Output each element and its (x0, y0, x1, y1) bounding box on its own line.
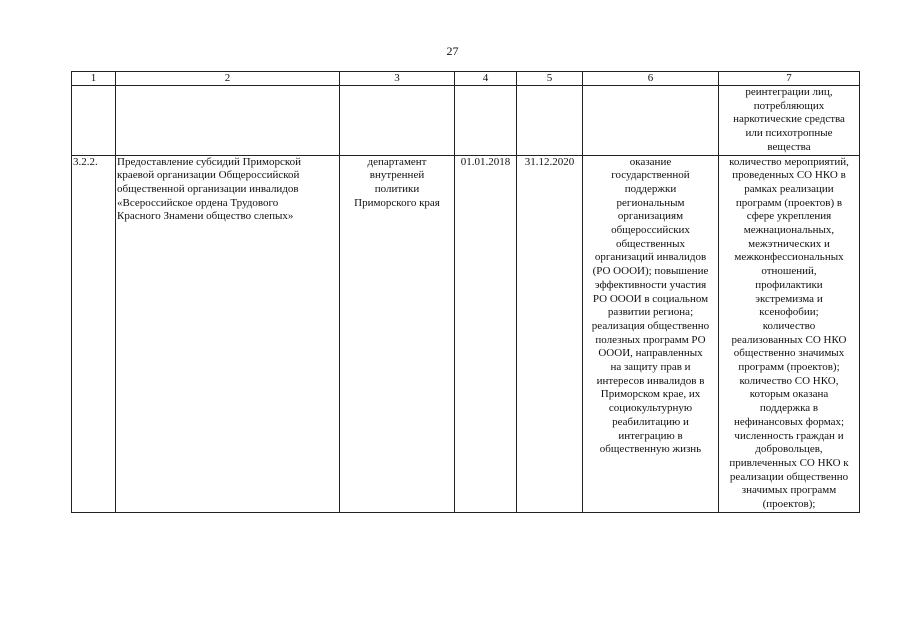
text-line: которым оказана (749, 388, 829, 401)
header-col-5: 5 (517, 72, 583, 86)
header-col-6: 6 (583, 72, 719, 86)
text-line: численность граждан и (734, 429, 844, 442)
text-line: политики (374, 182, 420, 195)
text-line: общественно значимых (733, 347, 845, 360)
text-line: привлеченных СО НКО к (729, 456, 849, 469)
header-col-3: 3 (340, 72, 455, 86)
text-line: общественной организации инвалидов (117, 182, 299, 195)
text-line: на защиту прав и (610, 361, 691, 374)
text-line: эффективности участия (594, 278, 707, 291)
text-line: потребляющих (753, 99, 825, 112)
text-line: РО ОООИ в социальном (592, 292, 709, 305)
text-line: реабилитацию и (612, 415, 689, 428)
continuation-row (72, 86, 860, 156)
text-line: наркотические средства (733, 113, 845, 126)
cont-indicators-cell (719, 86, 860, 156)
text-line: Красного Знамени общество слепых» (117, 210, 294, 223)
program-table (71, 71, 860, 513)
text-line: реализация общественно (591, 319, 710, 332)
row-start-date: 01.01.2018 (455, 155, 517, 512)
text-line: департамент (367, 155, 427, 168)
text-line: государственной (611, 169, 690, 182)
text-line: Предоставление субсидий Приморской (117, 155, 302, 168)
cont-cell-1 (72, 86, 116, 156)
text-line: социокультурную (608, 402, 693, 415)
text-line: межконфессиональных (734, 251, 844, 264)
text-line: ОООИ, направленных (598, 347, 703, 360)
text-line: Приморского края (354, 196, 440, 209)
text-line: межнациональных, (743, 224, 835, 237)
text-line: рамках реализации (744, 182, 834, 195)
text-line: полезных программ РО (595, 333, 706, 346)
text-line: (проектов); (762, 498, 816, 511)
text-line: оказание (629, 155, 672, 168)
text-line: развитии региона; (607, 306, 694, 319)
text-line: общественную жизнь (599, 443, 702, 456)
text-line: организаций инвалидов (594, 251, 707, 264)
text-line: поддержка в (759, 402, 819, 415)
page-number: 27 (446, 44, 459, 58)
text-line: экстремизма и (755, 292, 823, 305)
text-line: программ (проектов) в (735, 196, 843, 209)
header-col-7: 7 (719, 72, 860, 86)
row-indicators (719, 155, 860, 512)
text-line: реализации общественно (729, 470, 849, 483)
text-line: интересов инвалидов в (596, 374, 705, 387)
cont-cell-2 (116, 86, 340, 156)
text-line: поддержки (624, 182, 677, 195)
header-row (72, 72, 860, 86)
text-line: Приморском крае, их (600, 388, 701, 401)
text-line: общественных (615, 237, 686, 250)
row-end-date: 31.12.2020 (517, 155, 583, 512)
text-line: ксенофобии; (759, 306, 819, 319)
text-line: количество мероприятий, (729, 155, 849, 168)
header-col-4: 4 (455, 72, 517, 86)
text-line: нефинансовых формах; (733, 415, 845, 428)
text-line: сфере укрепления (746, 210, 832, 223)
cont-cell-3 (340, 86, 455, 156)
text-line: или психотропные (745, 127, 833, 140)
text-line: интеграцию в (618, 429, 683, 442)
cont-cell-5 (517, 86, 583, 156)
row-number: 3.2.2. (72, 155, 116, 512)
text-line: количество СО НКО, (739, 374, 839, 387)
text-line: региональным (616, 196, 685, 209)
table-row (72, 155, 860, 512)
cont-cell-6 (583, 86, 719, 156)
text-line: количество (762, 319, 816, 332)
text-line: реинтеграции лиц, (745, 86, 833, 98)
text-line: отношений, (761, 265, 817, 278)
text-line: «Всероссийское ордена Трудового (117, 196, 279, 209)
text-line: профилактики (755, 278, 823, 291)
text-line: проведенных СО НКО в (732, 169, 846, 182)
text-line: (РО ОООИ); повышение (592, 265, 709, 278)
header-col-2: 2 (116, 72, 340, 86)
text-line: общероссийских (611, 224, 690, 237)
cont-cell-4 (455, 86, 517, 156)
text-line: добровольцев, (755, 443, 823, 456)
text-line: внутренней (369, 169, 425, 182)
text-line: значимых программ (741, 484, 837, 497)
text-line: реализованных СО НКО (731, 333, 847, 346)
text-line: программ (проектов); (738, 361, 840, 374)
row-result (583, 155, 719, 512)
header-col-1: 1 (72, 72, 116, 86)
row-description (116, 155, 340, 512)
row-executor (340, 155, 455, 512)
text-line: вещества (767, 140, 811, 153)
text-line: краевой организации Общероссийской (117, 169, 300, 182)
text-line: межэтнических и (748, 237, 830, 250)
text-line: организациям (617, 210, 684, 223)
